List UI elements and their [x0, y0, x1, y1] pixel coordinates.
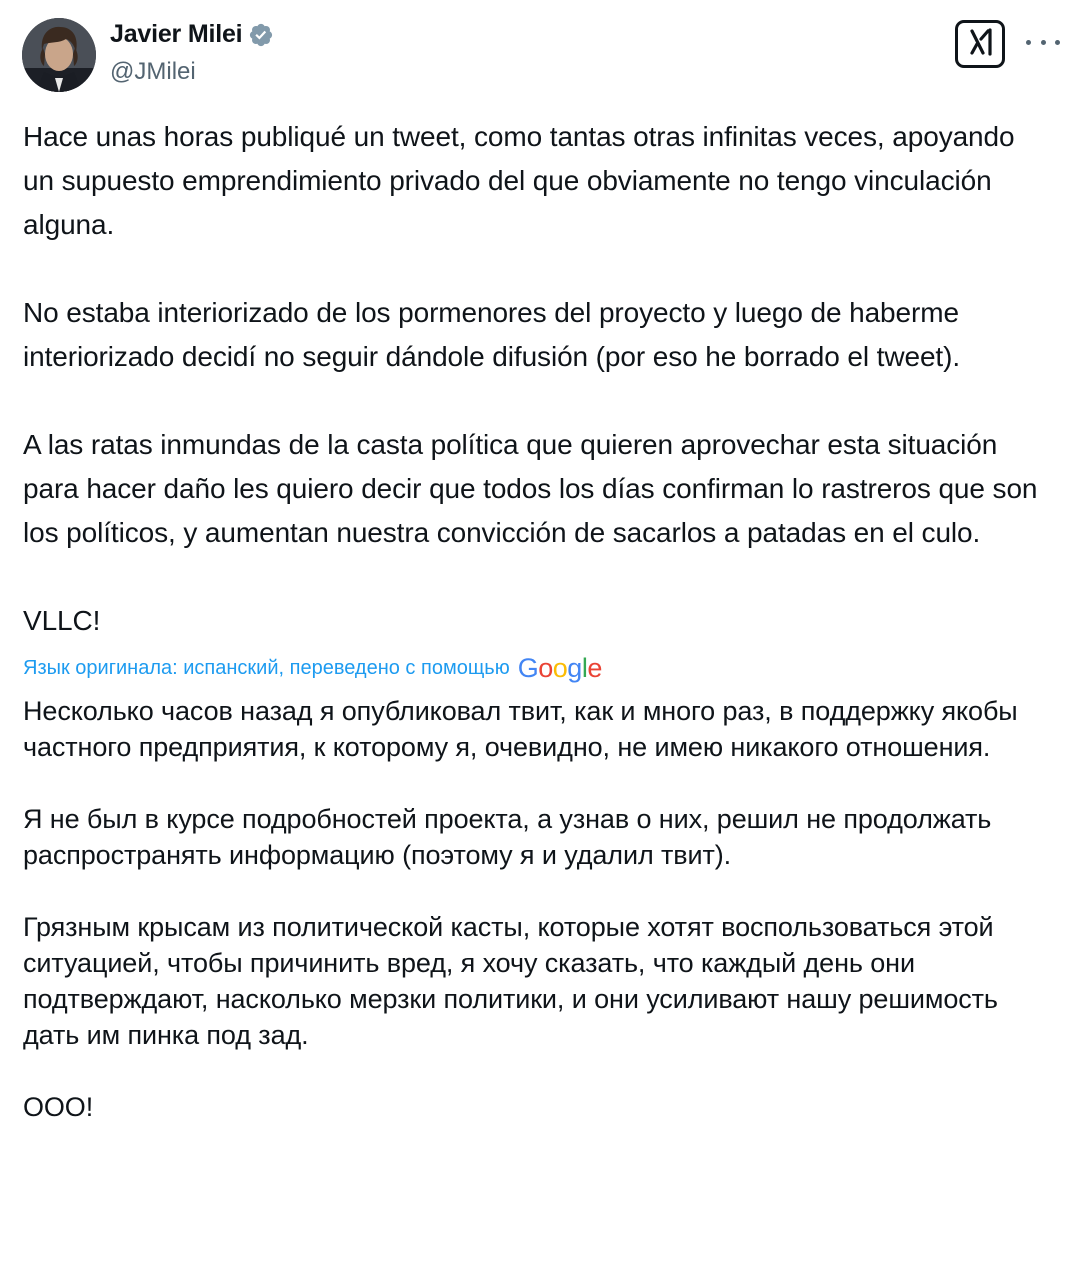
author-handle[interactable]: @JMilei: [110, 58, 196, 85]
tweet-translated-paragraph: ООО!: [23, 1092, 94, 1122]
translation-note-text: Язык оригинала: испанский, переведено с помощью: [23, 656, 510, 679]
grok-icon: [963, 27, 997, 62]
tweet-original-paragraph: Hace unas horas publiqué un tweet, como tantas otras infinitas veces, apoyando un supuesto emprendimiento privado del que obviamente no tengo vinculación alguna.: [23, 121, 1015, 240]
tweet-original-paragraph: A las ratas inmundas de la casta política que quieren aprovechar esta situación para hacer daño les quiero decir que todos los días confirman lo rastreros que son los políticos, y aumentan nuestra convicción de sacarlos a patadas en el culo.: [23, 429, 1038, 548]
tweet-translated-paragraph: Грязным крысам из политической касты, которые хотят воспользоваться этой ситуацией, чтобы причинить вред, я хочу сказать, что каждый день они подтверждают, насколько мерзки политики, и они усиливают нашу решимость дать им пинка под зад.: [23, 912, 998, 1050]
tweet-header: [22, 18, 1062, 94]
tweet-original-paragraph: No estaba interiorizado de los pormenores del proyecto y luego de haberme interiorizado decidí no seguir dándole difusión (por eso he borrado el tweet).: [23, 297, 960, 372]
more-options-icon[interactable]: [1026, 30, 1060, 54]
tweet-body: [23, 115, 1053, 1125]
avatar[interactable]: [22, 18, 96, 92]
tweet-translated-paragraph: Я не был в курсе подробностей проекта, а узнав о них, решил не продолжать распространять информацию (поэтому я и удалил твит).: [23, 804, 992, 870]
tweet-translated-paragraph: Несколько часов назад я опубликовал твит, как и много раз, в поддержку якобы частного предприятия, к которому я, очевидно, не имею никакого отношения.: [23, 696, 1018, 762]
author-name-row: [110, 20, 274, 49]
translation-note[interactable]: [23, 653, 1053, 683]
verified-badge-icon: [248, 22, 274, 48]
tweet-original-paragraph: VLLC!: [23, 605, 101, 636]
translated-text: [23, 693, 1053, 1125]
google-logo: Google: [517, 652, 602, 683]
grok-button[interactable]: [955, 20, 1005, 68]
display-name[interactable]: Javier Milei: [110, 20, 243, 48]
